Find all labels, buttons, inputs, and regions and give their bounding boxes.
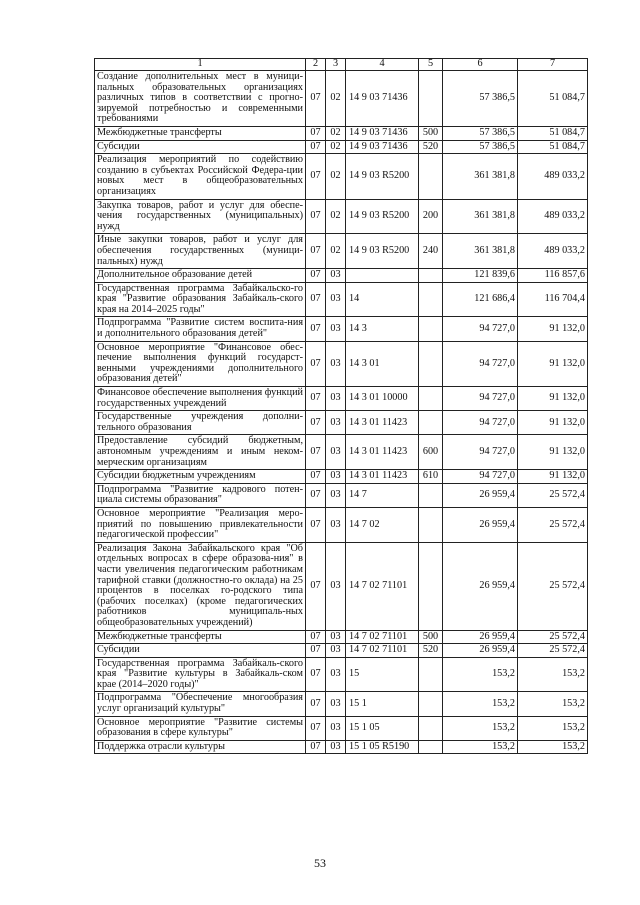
target-article-code: 14 7 02 71101: [346, 630, 419, 644]
amount-col7: 91 132,0: [518, 411, 588, 435]
amount-col6: 94 727,0: [443, 435, 518, 470]
table-row: [95, 411, 588, 435]
row-name: Подпрограмма "Развитие систем воспита-ния и дополнительного образования детей": [95, 317, 306, 341]
subsection-code: 03: [326, 435, 346, 470]
section-code: 07: [306, 317, 326, 341]
budget-table: [94, 58, 588, 754]
subsection-code: 02: [326, 140, 346, 154]
row-name: Государственные учреждения дополни-тельного образования: [95, 411, 306, 435]
subsection-code: 02: [326, 126, 346, 140]
table-row: [95, 716, 588, 740]
section-code: 07: [306, 234, 326, 269]
row-name: Субсидии: [95, 644, 306, 658]
amount-col7: 489 033,2: [518, 199, 588, 234]
subsection-code: 02: [326, 199, 346, 234]
section-code: 07: [306, 341, 326, 386]
amount-col6: 153,2: [443, 716, 518, 740]
section-code: 07: [306, 507, 326, 542]
amount-col6: 94 727,0: [443, 470, 518, 484]
subsection-code: 03: [326, 630, 346, 644]
target-article-code: 15: [346, 657, 419, 692]
amount-col7: 489 033,2: [518, 154, 588, 199]
expense-type-code: [419, 507, 443, 542]
subsection-code: 03: [326, 470, 346, 484]
target-article-code: 14: [346, 282, 419, 317]
target-article-code: 14 3 01 11423: [346, 411, 419, 435]
amount-col6: 361 381,8: [443, 234, 518, 269]
amount-col7: 153,2: [518, 692, 588, 716]
subsection-code: 02: [326, 234, 346, 269]
table-row: [95, 234, 588, 269]
table-row: [95, 470, 588, 484]
table-row: [95, 740, 588, 754]
section-code: 07: [306, 387, 326, 411]
target-article-code: 14 9 03 71436: [346, 71, 419, 127]
amount-col7: 153,2: [518, 740, 588, 754]
amount-col6: 361 381,8: [443, 199, 518, 234]
expense-type-code: 500: [419, 126, 443, 140]
row-name: Межбюджетные трансферты: [95, 126, 306, 140]
target-article-code: 14 3 01 11423: [346, 470, 419, 484]
header-row: [95, 59, 588, 71]
amount-col7: 25 572,4: [518, 542, 588, 630]
row-name: Иные закупки товаров, работ и услуг для обеспечения государственных (муници-пальных) нужд: [95, 234, 306, 269]
amount-col7: 51 084,7: [518, 140, 588, 154]
target-article-code: 15 1 05 R5190: [346, 740, 419, 754]
section-code: 07: [306, 282, 326, 317]
header-cell-3: 3: [326, 59, 346, 71]
row-name: Дополнительное образование детей: [95, 269, 306, 283]
section-code: 07: [306, 470, 326, 484]
expense-type-code: 240: [419, 234, 443, 269]
expense-type-code: 200: [419, 199, 443, 234]
amount-col7: 51 084,7: [518, 71, 588, 127]
subsection-code: 02: [326, 71, 346, 127]
amount-col7: 116 704,4: [518, 282, 588, 317]
row-name: Подпрограмма "Развитие кадрового потен-циала системы образования": [95, 483, 306, 507]
amount-col6: 153,2: [443, 740, 518, 754]
row-name: Создание дополнительных мест в муници-пальных образовательных организациях различных типов в соответствии с прогно-зируемой потребностью и современными требованиями: [95, 71, 306, 127]
section-code: 07: [306, 657, 326, 692]
row-name: Межбюджетные трансферты: [95, 630, 306, 644]
expense-type-code: [419, 269, 443, 283]
expense-type-code: [419, 411, 443, 435]
table-row: [95, 507, 588, 542]
table-body: [95, 59, 588, 754]
section-code: 07: [306, 269, 326, 283]
subsection-code: 03: [326, 692, 346, 716]
table-row: [95, 435, 588, 470]
expense-type-code: [419, 483, 443, 507]
amount-col7: 25 572,4: [518, 507, 588, 542]
table-row: [95, 199, 588, 234]
section-code: 07: [306, 644, 326, 658]
amount-col7: 25 572,4: [518, 644, 588, 658]
target-article-code: 14 9 03 R5200: [346, 154, 419, 199]
expense-type-code: 520: [419, 140, 443, 154]
section-code: 07: [306, 126, 326, 140]
header-cell-6: 6: [443, 59, 518, 71]
expense-type-code: [419, 154, 443, 199]
amount-col6: 121 839,6: [443, 269, 518, 283]
expense-type-code: 500: [419, 630, 443, 644]
table-row: [95, 657, 588, 692]
amount-col6: 153,2: [443, 692, 518, 716]
row-name: Государственная программа Забайкальско-го края "Развитие образования Забайкаль-ского края на 2014–2025 годы": [95, 282, 306, 317]
target-article-code: 14 9 03 71436: [346, 140, 419, 154]
header-cell-2: 2: [306, 59, 326, 71]
amount-col6: 26 959,4: [443, 483, 518, 507]
amount-col6: 26 959,4: [443, 507, 518, 542]
expense-type-code: [419, 657, 443, 692]
amount-col6: 153,2: [443, 657, 518, 692]
expense-type-code: 520: [419, 644, 443, 658]
target-article-code: 15 1: [346, 692, 419, 716]
row-name: Финансовое обеспечение выполнения функций государственных учреждений: [95, 387, 306, 411]
subsection-code: 03: [326, 483, 346, 507]
table-row: [95, 71, 588, 127]
page-number: 53: [314, 856, 326, 870]
target-article-code: 14 3 01 10000: [346, 387, 419, 411]
amount-col7: 91 132,0: [518, 470, 588, 484]
row-name: Основное мероприятие "Реализация меро-приятий по повышению привлекательности педагогической профессии": [95, 507, 306, 542]
subsection-code: 03: [326, 387, 346, 411]
target-article-code: [346, 269, 419, 283]
section-code: 07: [306, 740, 326, 754]
section-code: 07: [306, 542, 326, 630]
subsection-code: 03: [326, 341, 346, 386]
amount-col7: 116 857,6: [518, 269, 588, 283]
target-article-code: 14 9 03 R5200: [346, 199, 419, 234]
row-name: Подпрограмма "Обеспечение многообразия услуг организаций культуры": [95, 692, 306, 716]
expense-type-code: [419, 542, 443, 630]
amount-col6: 94 727,0: [443, 387, 518, 411]
target-article-code: 14 7 02: [346, 507, 419, 542]
section-code: 07: [306, 692, 326, 716]
target-article-code: 15 1 05: [346, 716, 419, 740]
table-row: [95, 317, 588, 341]
amount-col7: 153,2: [518, 657, 588, 692]
subsection-code: 03: [326, 644, 346, 658]
subsection-code: 03: [326, 657, 346, 692]
section-code: 07: [306, 154, 326, 199]
expense-type-code: [419, 341, 443, 386]
section-code: 07: [306, 140, 326, 154]
expense-type-code: [419, 716, 443, 740]
header-cell-4: 4: [346, 59, 419, 71]
table-row: [95, 692, 588, 716]
target-article-code: 14 9 03 R5200: [346, 234, 419, 269]
subsection-code: 03: [326, 542, 346, 630]
amount-col7: 25 572,4: [518, 483, 588, 507]
row-name: Поддержка отрасли культуры: [95, 740, 306, 754]
section-code: 07: [306, 716, 326, 740]
amount-col7: 91 132,0: [518, 341, 588, 386]
table-row: [95, 630, 588, 644]
header-cell-7: 7: [518, 59, 588, 71]
table-row: [95, 269, 588, 283]
amount-col7: 91 132,0: [518, 317, 588, 341]
header-cell-5: 5: [419, 59, 443, 71]
amount-col6: 121 686,4: [443, 282, 518, 317]
table-row: [95, 542, 588, 630]
section-code: 07: [306, 199, 326, 234]
table-row: [95, 483, 588, 507]
subsection-code: 03: [326, 716, 346, 740]
subsection-code: 02: [326, 154, 346, 199]
row-name: Основное мероприятие "Финансовое обес-печение выполнения функций государст-венными учреждениями дополнительного образования детей": [95, 341, 306, 386]
table-row: [95, 126, 588, 140]
target-article-code: 14 3 01: [346, 341, 419, 386]
row-name: Предоставление субсидий бюджетным, автономным учреждениям и иным неком-мерческим организациям: [95, 435, 306, 470]
amount-col6: 361 381,8: [443, 154, 518, 199]
table-row: [95, 140, 588, 154]
amount-col7: 489 033,2: [518, 234, 588, 269]
expense-type-code: 600: [419, 435, 443, 470]
expense-type-code: [419, 387, 443, 411]
amount-col7: 91 132,0: [518, 435, 588, 470]
amount-col7: 153,2: [518, 716, 588, 740]
amount-col6: 57 386,5: [443, 140, 518, 154]
table-row: [95, 282, 588, 317]
subsection-code: 03: [326, 317, 346, 341]
expense-type-code: [419, 71, 443, 127]
amount-col7: 25 572,4: [518, 630, 588, 644]
row-name: Закупка товаров, работ и услуг для обеспе-чения государственных (муниципальных) нужд: [95, 199, 306, 234]
row-name: Субсидии бюджетным учреждениям: [95, 470, 306, 484]
target-article-code: 14 9 03 71436: [346, 126, 419, 140]
expense-type-code: [419, 692, 443, 716]
row-name: Реализация Закона Забайкальского края "Об отдельных вопросах в сфере образова-ния" в части увеличения педагогическим работникам тарифной ставки (должностно-го оклада) на 25 процентов в поселках го-родского типа (рабочих поселках) (кроме педагогических работников муниципаль-ных общеобразовательных учреждений): [95, 542, 306, 630]
row-name: Субсидии: [95, 140, 306, 154]
section-code: 07: [306, 71, 326, 127]
target-article-code: 14 7 02 71101: [346, 644, 419, 658]
section-code: 07: [306, 630, 326, 644]
amount-col6: 26 959,4: [443, 644, 518, 658]
subsection-code: 03: [326, 740, 346, 754]
section-code: 07: [306, 435, 326, 470]
table-row: [95, 387, 588, 411]
amount-col7: 51 084,7: [518, 126, 588, 140]
target-article-code: 14 7 02 71101: [346, 542, 419, 630]
amount-col7: 91 132,0: [518, 387, 588, 411]
table-row: [95, 154, 588, 199]
target-article-code: 14 3: [346, 317, 419, 341]
expense-type-code: [419, 317, 443, 341]
amount-col6: 94 727,0: [443, 317, 518, 341]
expense-type-code: [419, 740, 443, 754]
expense-type-code: [419, 282, 443, 317]
subsection-code: 03: [326, 282, 346, 317]
subsection-code: 03: [326, 269, 346, 283]
amount-col6: 26 959,4: [443, 542, 518, 630]
row-name: Реализация мероприятий по содействию созданию в субъектах Российской Федера-ции новых мест в общеобразовательных организациях: [95, 154, 306, 199]
table-row: [95, 644, 588, 658]
amount-col6: 94 727,0: [443, 341, 518, 386]
amount-col6: 94 727,0: [443, 411, 518, 435]
subsection-code: 03: [326, 411, 346, 435]
table-row: [95, 341, 588, 386]
amount-col6: 26 959,4: [443, 630, 518, 644]
subsection-code: 03: [326, 507, 346, 542]
row-name: Основное мероприятие "Развитие системы образования в сфере культуры": [95, 716, 306, 740]
amount-col6: 57 386,5: [443, 71, 518, 127]
amount-col6: 57 386,5: [443, 126, 518, 140]
target-article-code: 14 7: [346, 483, 419, 507]
row-name: Государственная программа Забайкаль-ского края "Развитие культуры в Забайкаль-ском крае (2014–2020 годы)": [95, 657, 306, 692]
section-code: 07: [306, 411, 326, 435]
section-code: 07: [306, 483, 326, 507]
target-article-code: 14 3 01 11423: [346, 435, 419, 470]
header-cell-1: 1: [95, 59, 306, 71]
expense-type-code: 610: [419, 470, 443, 484]
